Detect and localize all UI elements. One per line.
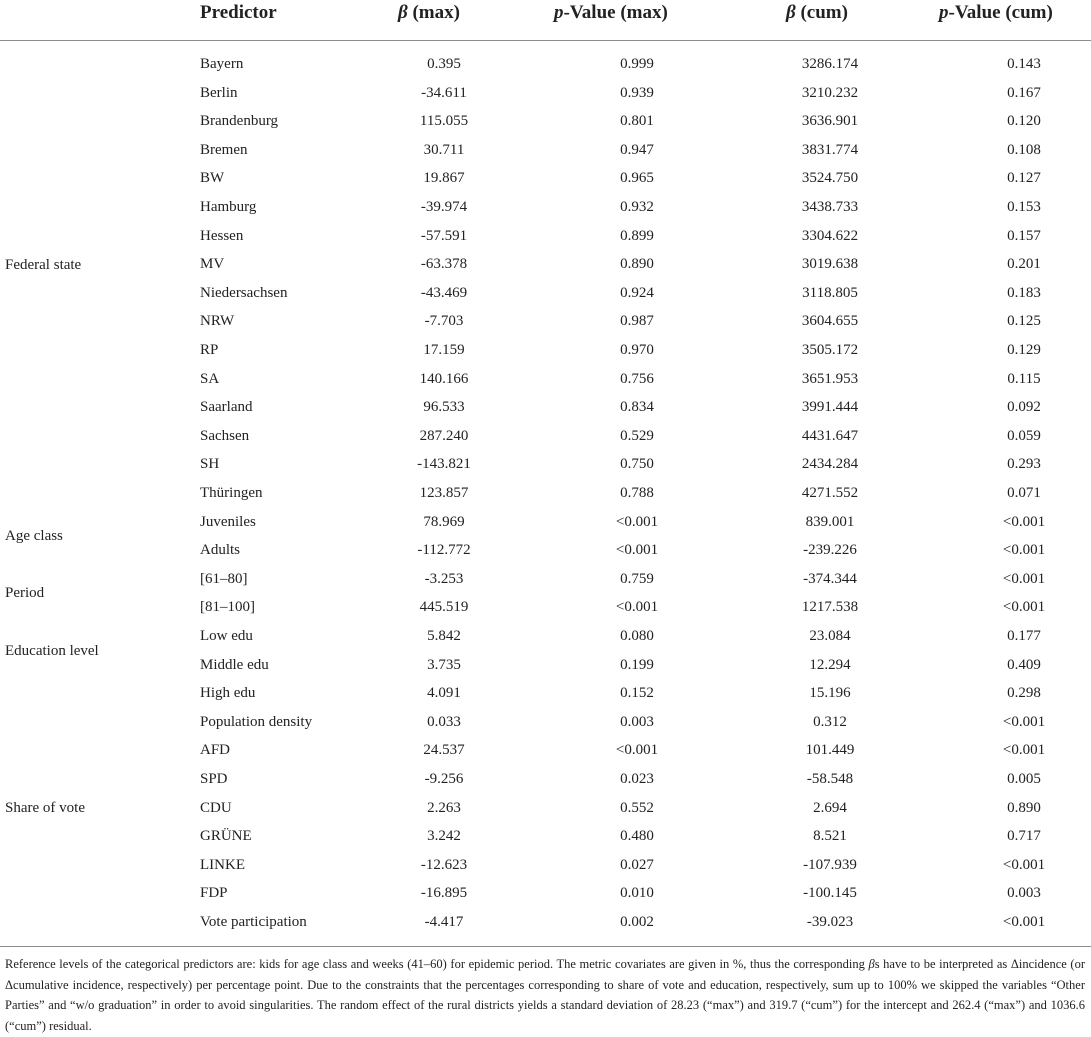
cell-p-cum: 0.177 [1007,628,1041,644]
table-row [0,651,1091,680]
cell-beta-max: -3.253 [424,570,464,587]
cell-p-max: <0.001 [615,599,659,616]
cell-beta-cum: -239.226 [803,542,857,559]
table-row [0,250,1091,279]
cell-p-max: 0.003 [620,713,654,730]
cell-beta-max: 30.711 [423,141,465,158]
cell-predictor: SPD [200,771,228,787]
table-row [0,193,1091,222]
cell-beta-max: 78.969 [423,513,465,530]
cell-p-max: 0.999 [620,56,654,72]
cell-p-cum: 0.108 [1007,141,1041,158]
cell-predictor: MV [200,256,225,273]
table-row [0,508,1091,537]
cell-p-max: 0.924 [620,284,654,301]
cell-p-cum: 0.071 [1007,485,1041,501]
table-row [0,879,1091,908]
cell-beta-cum: -107.939 [803,856,857,873]
cell-p-max: 0.970 [620,342,654,358]
cell-p-cum: 0.293 [1007,456,1041,473]
table-row [0,679,1091,708]
table-row [0,307,1091,336]
cell-p-cum: <0.001 [1002,542,1046,559]
cell-beta-cum: 2.694 [813,799,847,816]
header-p-value-max: p-Value (max) [554,2,668,23]
cell-beta-max: -43.469 [420,284,468,301]
cell-beta-max: -112.772 [417,542,471,559]
cell-predictor: GRÜNE [200,828,252,845]
cell-p-cum: 0.059 [1007,427,1041,444]
cell-p-max: 0.023 [620,771,654,787]
cell-p-cum: 0.127 [1007,170,1041,187]
group-label: Federal state [5,256,82,273]
cell-p-cum: 0.717 [1007,828,1041,845]
cell-beta-cum: 3118.805 [802,284,858,301]
cell-p-max: 0.987 [620,313,654,330]
cell-beta-cum: 23.084 [809,628,851,644]
cell-beta-cum: 3524.750 [801,170,859,187]
cell-predictor: RP [200,342,219,358]
cell-predictor: Adults [200,542,241,559]
table-row [0,79,1091,108]
cell-beta-cum: 3505.172 [801,342,859,358]
table-row [0,279,1091,308]
table-header [0,0,1091,41]
cell-p-cum: 0.183 [1007,284,1041,301]
cell-predictor: BW [200,170,225,187]
cell-predictor: SH [200,456,220,473]
cell-p-max: 0.552 [620,799,654,816]
cell-p-cum: 0.409 [1007,656,1041,673]
cell-beta-cum: -100.145 [803,885,857,902]
cell-p-cum: <0.001 [1002,856,1046,873]
cell-beta-max: 17.159 [423,342,465,358]
cell-predictor: Sachsen [200,427,250,444]
cell-p-max: 0.947 [620,141,654,158]
cell-beta-cum: 3636.901 [801,113,859,130]
cell-beta-cum: 101.449 [805,742,855,759]
table-row [0,136,1091,165]
table-row [0,851,1091,880]
cell-p-cum: 0.129 [1007,342,1041,358]
cell-beta-max: 96.533 [423,399,465,416]
cell-beta-max: 0.395 [427,56,461,72]
cell-predictor: LINKE [200,856,245,873]
cell-p-cum: <0.001 [1002,513,1046,530]
cell-beta-max: -57.591 [420,227,468,244]
cell-beta-max: 2.263 [427,799,461,816]
cell-p-max: <0.001 [615,742,659,759]
cell-beta-max: 3.242 [427,828,461,845]
cell-predictor: Low edu [200,628,253,644]
header-p-value-cum: p-Value (cum) [939,2,1053,23]
table-row [0,908,1091,937]
header-predictor: Predictor [200,2,277,23]
cell-predictor: [81–100] [200,599,255,616]
cell-beta-cum: 4271.552 [801,485,859,501]
cell-beta-cum: -374.344 [803,570,857,587]
cell-beta-cum: 3604.655 [801,313,859,330]
cell-p-max: 0.080 [620,628,654,644]
cell-beta-max: -143.821 [417,456,471,473]
cell-beta-cum: -39.023 [806,914,854,930]
cell-beta-cum: 3210.232 [801,84,859,101]
cell-p-max: 0.027 [620,856,654,873]
cell-beta-max: 140.166 [419,370,469,387]
cell-beta-cum: 4431.647 [801,427,859,444]
cell-p-cum: 0.201 [1007,256,1041,273]
cell-predictor: AFD [200,742,231,759]
cell-p-max: 0.899 [620,227,654,244]
cell-beta-max: -7.703 [424,313,464,330]
cell-beta-max: -16.895 [420,885,468,902]
table-row [0,479,1091,508]
cell-predictor: Population density [200,713,313,730]
cell-p-cum: <0.001 [1002,599,1046,616]
cell-predictor: FDP [200,885,228,902]
cell-predictor: SA [200,370,220,387]
cell-beta-max: -4.417 [424,914,464,930]
cell-p-cum: <0.001 [1002,742,1046,759]
cell-p-max: 0.199 [620,656,654,673]
cell-p-cum: 0.005 [1007,771,1041,787]
cell-predictor: Bayern [200,56,244,72]
cell-beta-cum: 3286.174 [801,56,859,72]
table-bottom-rule [0,946,1091,947]
table-row [0,565,1091,594]
cell-p-max: 0.010 [620,885,654,902]
cell-p-cum: 0.003 [1007,885,1041,902]
cell-p-max: 0.932 [620,199,654,215]
cell-p-cum: 0.092 [1007,399,1041,416]
cell-beta-cum: 1217.538 [801,599,859,616]
cell-beta-cum: 3304.622 [801,227,859,244]
group-label: Age class [5,528,63,545]
cell-beta-max: -34.611 [421,84,467,101]
table-row [0,536,1091,565]
group-label: Education level [5,642,99,659]
group-label: Share of vote [5,799,85,816]
table-row [0,336,1091,365]
table-row [0,450,1091,479]
cell-p-cum: <0.001 [1002,570,1046,587]
cell-predictor: Thüringen [200,485,263,501]
cell-beta-cum: 3438.733 [801,199,859,215]
cell-predictor: Saarland [200,399,253,416]
cell-p-max: <0.001 [615,542,659,559]
cell-predictor: Hessen [200,227,244,244]
table-row [0,622,1091,651]
cell-beta-cum: -58.548 [806,771,854,787]
cell-beta-max: 0.033 [427,713,461,730]
cell-p-cum: 0.153 [1007,199,1041,215]
cell-beta-max: 5.842 [427,628,461,644]
table-row [0,164,1091,193]
cell-p-cum: 0.167 [1007,84,1041,101]
table-row [0,107,1091,136]
cell-beta-max: -9.256 [424,771,464,787]
cell-p-max: 0.965 [620,170,654,187]
table-footnote: Reference levels of the categorical predictors are: kids for age class and weeks (41–60) for epidemic period. The metric covariates are given in %, thus the corresponding βs have to be interpreted as Δincidence (or Δcumulative incidence, respectively) per percentage point. Due to the constraints that the percentages corresponding to share of vote and education, respectively, sum up to 100% we skipped the variables “Other Parties” and “w/o graduation” in order to avoid singularities. The random effect of the rural districts yields a standard deviation of 28.23 (“max”) and 319.7 (“cum”) for the intercept and 262.4 (“max”) and 1036.6 (“cum”) residual. [5,957,1085,1033]
cell-p-max: 0.890 [620,256,654,273]
cell-p-max: 0.756 [620,370,654,387]
cell-predictor: [61–80] [200,570,248,587]
cell-beta-max: 3.735 [427,656,461,673]
header-beta-max: β (max) [398,2,460,23]
cell-beta-cum: 15.196 [809,685,851,702]
table-row [0,365,1091,394]
cell-beta-max: -63.378 [420,256,468,273]
cell-beta-cum: 839.001 [805,513,855,530]
cell-beta-max: 4.091 [427,685,461,702]
cell-p-cum: <0.001 [1002,713,1046,730]
cell-p-cum: <0.001 [1002,914,1046,930]
cell-beta-cum: 3991.444 [801,399,859,416]
cell-predictor: Hamburg [200,199,257,215]
cell-beta-cum: 3019.638 [801,256,859,273]
cell-beta-max: -12.623 [420,856,468,873]
cell-beta-cum: 3831.774 [801,141,859,158]
cell-beta-cum: 0.312 [813,713,847,730]
cell-predictor: Berlin [200,84,238,101]
cell-beta-cum: 2434.284 [801,456,859,473]
table-row [0,422,1091,451]
cell-p-cum: 0.298 [1007,685,1041,702]
cell-beta-max: 19.867 [423,170,465,187]
cell-predictor: Brandenburg [200,113,279,130]
cell-p-max: 0.939 [620,84,654,101]
group-label: Period [5,585,45,602]
cell-p-max: 0.529 [620,427,654,444]
cell-predictor: Niedersachsen [200,284,288,301]
table-row [0,765,1091,794]
header-beta-cum: β (cum) [786,2,848,23]
cell-predictor: Vote participation [200,914,307,930]
cell-predictor: High edu [200,685,256,702]
cell-p-max: 0.152 [620,685,654,702]
cell-beta-max: 445.519 [419,599,469,616]
cell-predictor: Juveniles [200,513,256,530]
table-row [0,593,1091,622]
cell-p-cum: 0.125 [1007,313,1041,330]
cell-beta-cum: 8.521 [813,828,847,845]
cell-beta-max: 287.240 [419,427,469,444]
table-row [0,708,1091,737]
cell-beta-max: 24.537 [423,742,465,759]
cell-p-cum: 0.157 [1007,227,1041,244]
table-row [0,393,1091,422]
cell-p-cum: 0.120 [1007,113,1041,130]
cell-p-max: 0.750 [620,456,654,473]
cell-beta-max: 115.055 [419,113,469,130]
cell-p-max: 0.480 [620,828,654,845]
cell-predictor: Bremen [200,141,248,158]
cell-beta-max: -39.974 [420,199,468,215]
cell-p-max: 0.788 [620,485,654,501]
cell-predictor: NRW [200,313,235,330]
cell-beta-cum: 12.294 [809,656,851,673]
table-row [0,794,1091,823]
cell-p-cum: 0.143 [1007,56,1041,72]
table-row [0,822,1091,851]
table-row [0,222,1091,251]
cell-p-max: <0.001 [615,513,659,530]
cell-p-max: 0.002 [620,914,654,930]
cell-beta-cum: 3651.953 [801,370,859,387]
cell-p-max: 0.759 [620,570,654,587]
cell-predictor: CDU [200,799,232,816]
cell-p-cum: 0.115 [1007,370,1041,387]
cell-predictor: Middle edu [200,656,269,673]
cell-beta-max: 123.857 [419,485,469,501]
table-row [0,736,1091,765]
cell-p-max: 0.801 [620,113,654,130]
cell-p-max: 0.834 [620,399,654,416]
cell-p-cum: 0.890 [1007,799,1041,816]
table-row [0,50,1091,79]
